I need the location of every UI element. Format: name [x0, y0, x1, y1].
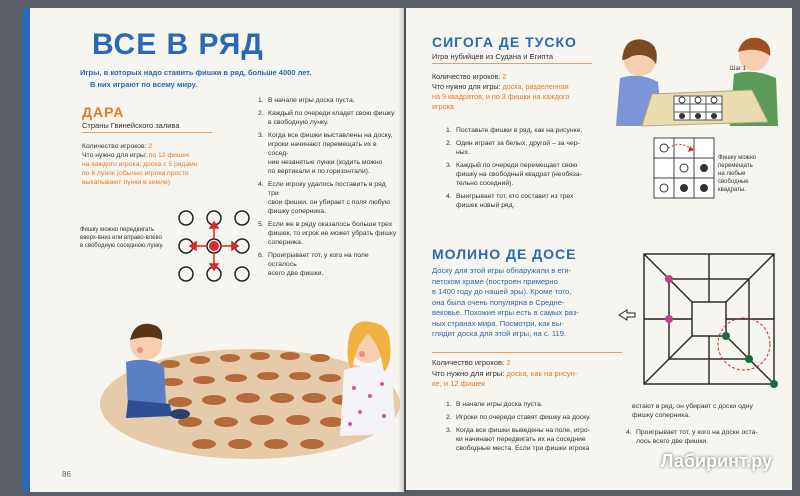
step-item: 2. Каждый по очереди кладет свою фишку в свободную лунку.: [258, 110, 395, 126]
molino-board: [634, 244, 784, 394]
right-page: [406, 8, 792, 490]
girl-figure: [340, 321, 396, 436]
sigoga-origin: Игра нубийцев из Судана и Египта: [432, 52, 554, 61]
sigoga-diagram: [652, 136, 716, 200]
molino-info: Количество игроков: 2 Что нужно для игры: доска, как на рисун- ке, и 12 фишек: [432, 358, 578, 388]
sigoga-title: СИГОГА ДЕ ТУСКО: [432, 34, 577, 50]
diagram-note: Фишку можно передвигать вверх-вниз или вправо-влево в свободную соседнюю лунку.: [80, 227, 164, 249]
molino-description: Доску для этой игры обнаружили в еги- петском храме (построен примерно в 1400 году до нашей эры). Кроме того, она была очень популярна в Средне- вековье. Похожие игры есть в самых раз- ных странах мира. Посмотри, как вы- глядит доска для этой игры, на с. 119.: [432, 266, 579, 338]
step-item: 3. Когда все фишки выведены на поле, игро- ки начинают передвигать их на соседние свободные места. Если три фишки игрока: [446, 427, 590, 452]
equipment-line: на каждого игрока, доска с 5 рядами: [82, 161, 198, 168]
dara-info: [82, 142, 247, 187]
sigoga-side-note: Фишку можно перемещать на любые свободные квадраты.: [718, 155, 757, 193]
left-page: [22, 8, 404, 492]
pointer-hand-icon: [618, 308, 636, 322]
divider: [432, 352, 622, 353]
dara-diagram: [172, 204, 256, 288]
step-item: 3. Каждый по очереди перемещает свою фишку на свободный квадрат (необяза- тельно соседний).: [446, 162, 582, 187]
intro-line-2: В них играют по всему миру.: [90, 80, 198, 89]
equipment-line: выкапывают лунки в земле): [82, 179, 171, 186]
step-item: 2. Один играет за белых, другой – за чер- ных.: [446, 140, 580, 156]
step-item: 4. Проигрывает тот, у кого на доске оста- лось всего две фишки.: [626, 429, 758, 445]
step-item: 1. В начале игры доска пуста.: [446, 401, 543, 408]
page-number: 86: [62, 470, 71, 479]
divider: [82, 132, 212, 133]
equipment-label: Что нужно для игры:: [82, 152, 147, 159]
intro-line-1: Игры, в которых надо ставить фишки в ряд, больше 4000 лет.: [80, 68, 312, 77]
players-label: Количество игроков:: [82, 143, 147, 150]
watermark-logo: Лабиринт.ру: [660, 451, 772, 471]
molino-steps: [446, 400, 622, 457]
players-value: 2: [148, 143, 153, 150]
step-item: 4. Если игроку удалось поставить в ряд три свои фишки, он убирает с поля любую фишку соперника.: [258, 181, 390, 215]
kids-table-illustration: [612, 30, 782, 130]
molino-step-4: [626, 428, 782, 450]
page-title: ВСЕ В РЯД: [92, 28, 264, 61]
sigoga-info: Количество игроков: 2 Что нужно для игры: доска, разделенная на 9 квадратов, и по 3 фишки на каждого игрока: [432, 72, 570, 111]
children-illustration: [100, 304, 400, 464]
dara-title: ДАРА: [82, 104, 125, 120]
step-item: 2. Игроки по очереди ставят фишку на доску.: [446, 414, 591, 421]
step-label: Шаг 1: [730, 66, 747, 72]
equipment-line: по 6 лунок (обычно игроки просто: [82, 170, 189, 177]
step-item: 5. Если же в ряду оказалось больше трех фишек, то игрок не может убрать фишку соперника.: [258, 221, 397, 246]
left-edge-band: [22, 8, 30, 492]
step-item: 1. Поставьте фишки в ряд, как на рисунке.: [446, 127, 583, 134]
dara-steps: [258, 96, 398, 282]
equipment-line: по 12 фишек: [148, 152, 190, 159]
molino-continuation: встают в ряд, он убирает с доски одну фишку соперника.: [632, 403, 753, 419]
step-item: 3. Когда все фишки выставлены на доску, игроки начинают перемещать их в сосед- ние незанятые лунки (ходить можно по вертикали и по горизонтали).: [258, 132, 393, 175]
sigoga-steps: [446, 126, 614, 214]
step-item: 4. Выигрывает тот, кто составит из трех фишек новый ряд.: [446, 193, 574, 209]
dara-origin: Страны Гвинейского залива: [82, 121, 180, 130]
molino-title: МОЛИНО ДЕ ДОСЕ: [432, 246, 577, 262]
step-item: 1. В начале игры доска пуста.: [258, 97, 355, 104]
step-item: 6. Проигрывает тот, у кого на поле осталось всего две фишки.: [258, 252, 369, 277]
divider: [432, 63, 592, 64]
